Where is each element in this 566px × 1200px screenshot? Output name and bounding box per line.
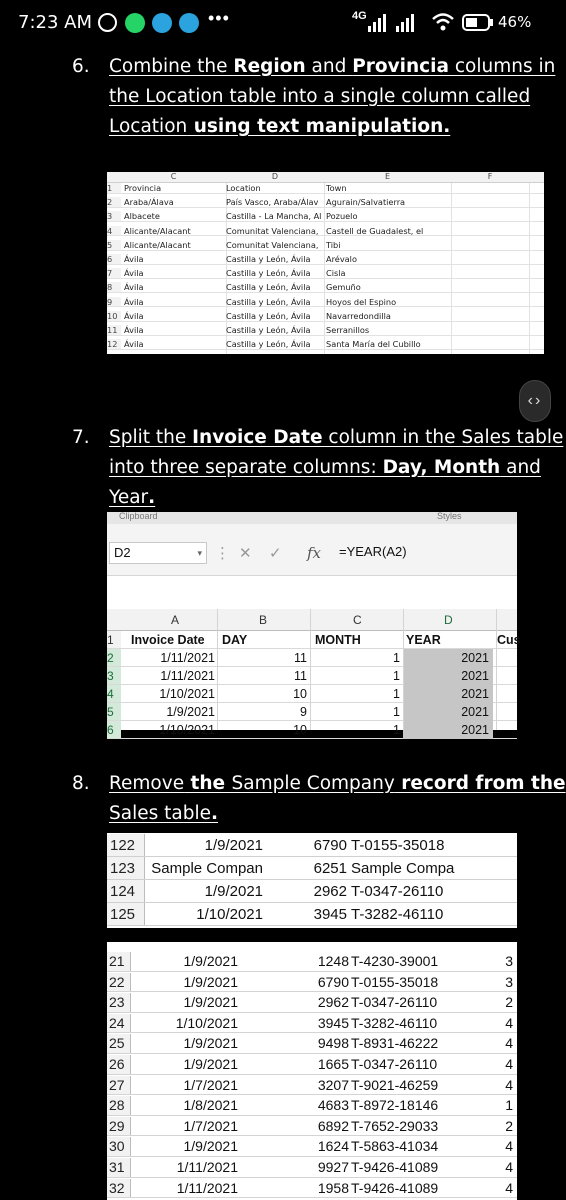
cell[interactable]: 4683	[317, 1097, 349, 1114]
header-cell[interactable]: DAY	[222, 633, 248, 647]
table-row	[107, 649, 517, 667]
bold-text: Provincia	[352, 56, 449, 77]
cell[interactable]: T-8931-46222	[351, 1035, 439, 1052]
row-number: 24	[107, 1014, 131, 1033]
row-number: 6	[107, 254, 121, 264]
table-row	[107, 226, 544, 237]
cell[interactable]: 2021	[403, 649, 493, 667]
cell[interactable]: Provincia	[124, 183, 162, 193]
table-row	[107, 685, 517, 703]
cell[interactable]: 6892	[317, 1117, 349, 1134]
cell[interactable]: Ávila	[124, 282, 144, 293]
formula-input[interactable]: =YEAR(A2)	[339, 544, 407, 559]
cell[interactable]: T-0347-26110	[351, 883, 444, 900]
step-line	[109, 799, 566, 829]
cell[interactable]: 1/9/2021	[183, 1056, 238, 1072]
text: Remove	[109, 773, 185, 794]
text: into three separate columns:	[109, 457, 383, 478]
step-line	[109, 112, 555, 142]
cell[interactable]: Town	[326, 183, 347, 193]
cell[interactable]: Comunitat Valenciana,	[226, 239, 319, 250]
cell[interactable]: 10	[293, 723, 307, 737]
step-text	[109, 423, 563, 513]
cell[interactable]: 1/9/2021	[204, 883, 263, 900]
text: Location	[109, 116, 188, 137]
cell[interactable]: 2021	[403, 667, 493, 685]
bold-text: using text manipulation.	[187, 116, 451, 137]
chevron-left-icon[interactable]: ‹	[527, 392, 535, 409]
battery-icon	[462, 14, 494, 31]
cell[interactable]: Sample Compan	[151, 860, 263, 877]
cell[interactable]: 4	[505, 1179, 513, 1196]
cell[interactable]: T-0347-26110	[351, 1056, 438, 1072]
table-row	[107, 1158, 517, 1178]
cell[interactable]: Cisla	[326, 268, 346, 279]
column-header[interactable]: A	[171, 613, 180, 627]
bold-text: .	[210, 803, 219, 824]
table-row	[107, 903, 517, 926]
cell[interactable]: 2021	[403, 703, 493, 721]
step-text	[109, 769, 566, 829]
column-header[interactable]: F	[487, 172, 493, 181]
text: Sample Company	[231, 773, 395, 794]
table-row	[107, 1117, 517, 1137]
cell[interactable]: Ávila	[124, 268, 144, 279]
step-8-heading	[72, 769, 566, 831]
table-row	[107, 325, 544, 336]
bold-text: Region	[233, 56, 306, 77]
row-number: 124	[107, 880, 145, 902]
cell[interactable]: 1958	[317, 1179, 349, 1196]
column-header[interactable]: C	[170, 172, 177, 181]
cell[interactable]: 2962	[317, 994, 349, 1011]
cell[interactable]: 9	[300, 705, 307, 719]
cell[interactable]: 4	[505, 1014, 513, 1031]
table-row	[107, 268, 544, 279]
cell[interactable]: Castilla y León, Ávila	[226, 325, 311, 335]
battery-percent: 46%	[498, 13, 532, 31]
cell[interactable]: 4	[505, 1035, 513, 1052]
cell[interactable]: 10	[293, 687, 307, 701]
row-number: 12	[107, 339, 121, 349]
table-row	[107, 1014, 517, 1034]
cell[interactable]: 1/10/2021	[159, 723, 215, 737]
cell[interactable]: T-9426-41089	[351, 1159, 439, 1175]
cell[interactable]: 1/10/2021	[196, 906, 263, 923]
step-line	[109, 483, 563, 513]
cell[interactable]: 1	[393, 651, 400, 665]
cell[interactable]: 2021	[403, 721, 493, 739]
wifi-icon	[432, 13, 454, 31]
table-row	[107, 1179, 517, 1199]
cell[interactable]: 1/10/2021	[175, 1014, 238, 1031]
cell[interactable]: 1	[393, 669, 400, 683]
cell[interactable]: 1/7/2021	[183, 1076, 238, 1093]
table-row	[107, 1055, 517, 1075]
step-text	[109, 52, 555, 142]
bold-text: record from the	[394, 773, 566, 794]
table-row	[107, 703, 517, 721]
cell[interactable]: Alicante/Alacant	[124, 239, 191, 250]
cell[interactable]: Hoyos del Espino	[326, 296, 397, 307]
cell[interactable]: Arévalo	[326, 254, 357, 264]
row-number: 4	[107, 226, 121, 236]
table-row	[107, 183, 544, 194]
cell[interactable]: 1/11/2021	[176, 1159, 238, 1175]
sales-spreadsheet[interactable]	[107, 942, 517, 1200]
cell[interactable]: Castilla y León, Ávila	[226, 282, 311, 293]
cell[interactable]: T-3282-46110	[351, 1014, 438, 1031]
cell[interactable]: Sample Compa	[351, 860, 455, 877]
row-number: 30	[107, 1137, 131, 1156]
cell[interactable]: País Vasco, Araba/Álav	[226, 197, 319, 208]
cell[interactable]: 1	[393, 687, 400, 701]
step-number: 8.	[72, 773, 90, 794]
cell[interactable]: Pozuelo	[326, 211, 358, 222]
ribbon-clipboard-label: Clipboard	[119, 511, 158, 521]
row-number: 125	[107, 903, 145, 925]
table-row	[107, 834, 517, 857]
row-number: 11	[107, 325, 121, 335]
cell[interactable]: 1248	[317, 953, 349, 969]
chevron-right-icon[interactable]: ›	[535, 392, 543, 409]
text: column in the Sales table	[322, 427, 564, 448]
cell[interactable]: 4	[505, 1159, 513, 1175]
step-line	[109, 423, 563, 453]
cell[interactable]: T-0155-35018	[351, 837, 445, 854]
table-row	[107, 339, 544, 350]
cell[interactable]: T-0347-26110	[351, 994, 438, 1011]
row-number: 29	[107, 1117, 131, 1136]
table-row	[107, 721, 517, 739]
row-number: 122	[107, 834, 145, 856]
page-scroll-handle[interactable]	[519, 380, 551, 422]
cell[interactable]: Location	[226, 183, 261, 193]
column-headers	[107, 172, 544, 183]
alarm-icon	[98, 13, 117, 32]
cell[interactable]: Albacete	[124, 211, 160, 222]
cell[interactable]: 1	[505, 1097, 513, 1114]
cell[interactable]: Ávila	[124, 339, 144, 350]
cell[interactable]: Agurain/Salvatierra	[326, 197, 406, 208]
cell[interactable]: T-4230-39001	[351, 953, 439, 969]
row-number: 123	[107, 857, 145, 879]
step-number: 7.	[72, 427, 90, 448]
more-notifications-icon: •••	[208, 8, 230, 28]
table-row	[107, 254, 544, 265]
table-row	[107, 1137, 517, 1157]
cell[interactable]: 2962	[313, 883, 347, 900]
row-number: 9	[107, 297, 121, 307]
chevron-down-icon[interactable]: ▾	[197, 548, 202, 558]
row-number: 8	[107, 282, 121, 292]
table-row	[107, 197, 544, 208]
cell[interactable]: 6790	[317, 973, 349, 990]
network-type: 4G	[352, 10, 367, 22]
cell[interactable]: 1/9/2021	[183, 953, 238, 969]
header-cell[interactable]: YEAR	[406, 633, 441, 647]
header-cell[interactable]: Cus	[497, 633, 521, 647]
step-line	[109, 52, 555, 82]
table-row	[107, 857, 517, 880]
row-number: 2	[107, 649, 121, 666]
cell[interactable]: Castilla y León, Ávila	[226, 339, 311, 350]
row-number: 1	[107, 183, 121, 193]
cell[interactable]: 2	[505, 994, 513, 1011]
cell[interactable]: 1/9/2021	[204, 837, 263, 854]
enter-icon[interactable]: ✓	[269, 545, 282, 562]
table-row	[107, 993, 517, 1013]
cell[interactable]: Castilla y León, Ávila	[226, 296, 311, 307]
row-number: 1	[107, 631, 121, 648]
cell[interactable]: 9927	[317, 1159, 349, 1175]
cell[interactable]: 1	[393, 723, 400, 737]
row-number: 10	[107, 311, 121, 321]
cell[interactable]: Castell de Guadalest, el	[326, 225, 424, 236]
column-header[interactable]: C	[353, 613, 362, 627]
cell[interactable]: 3	[505, 953, 513, 969]
cell[interactable]: 2021	[403, 685, 493, 703]
text: and	[500, 457, 541, 478]
cell[interactable]: Ávila	[124, 296, 144, 307]
name-box[interactable]	[109, 542, 207, 564]
cell[interactable]: Araba/Álava	[124, 197, 174, 208]
text: Combine the	[109, 56, 234, 77]
row-number: 32	[107, 1179, 131, 1198]
table-row	[107, 880, 517, 903]
cell[interactable]: Castilla y León, Ávila	[226, 254, 311, 264]
text: and	[305, 56, 353, 77]
table-row	[107, 973, 517, 993]
cell[interactable]: 1624	[317, 1138, 349, 1155]
cell[interactable]: 6251	[313, 860, 347, 877]
dates-spreadsheet[interactable]	[107, 511, 521, 737]
cell[interactable]: 3207	[317, 1076, 349, 1093]
cell[interactable]: Castilla - La Mancha, Al	[226, 211, 322, 222]
cell[interactable]: T-0155-35018	[351, 973, 439, 990]
row-number: 5	[107, 240, 121, 250]
cell[interactable]: Tibi	[326, 239, 341, 250]
cell[interactable]: 1/10/2021	[159, 687, 215, 701]
status-bar	[0, 0, 554, 48]
cell[interactable]: Santa María del Cubillo	[326, 339, 421, 350]
cell[interactable]: T-3282-46110	[351, 906, 444, 923]
table-row	[107, 282, 544, 293]
step-line	[109, 769, 566, 799]
bold-text: Invoice Date	[192, 427, 323, 448]
step-6-heading	[72, 52, 556, 144]
text: the Location table into a single column called	[109, 86, 531, 107]
row-number: 4	[107, 685, 121, 702]
cell[interactable]: T-7652-29033	[351, 1117, 439, 1134]
column-headers	[107, 609, 517, 631]
text: Year	[109, 487, 149, 508]
cell[interactable]: 4	[505, 1138, 513, 1155]
table-row	[107, 311, 544, 322]
cell[interactable]: T-8972-18146	[351, 1097, 439, 1114]
cell[interactable]: 3945	[313, 906, 347, 923]
table-row	[107, 1096, 517, 1116]
cell[interactable]: 11	[294, 651, 307, 665]
cell[interactable]: 1/8/2021	[183, 1097, 238, 1114]
text: columns in	[448, 56, 556, 77]
cell[interactable]: Serranillos	[326, 325, 370, 335]
insert-function-icon[interactable]: fx	[307, 544, 322, 562]
table-row	[107, 211, 544, 222]
cell[interactable]: Navarredondilla	[326, 310, 391, 321]
table-row	[107, 631, 521, 649]
cell[interactable]: Ávila	[124, 310, 144, 321]
ribbon-group-labels	[107, 512, 517, 524]
step-line	[109, 82, 555, 112]
cell[interactable]: 3945	[317, 1014, 349, 1031]
cell[interactable]: Ávila	[124, 325, 144, 335]
bold-text: .	[148, 487, 156, 508]
cell[interactable]: 6790	[313, 837, 347, 854]
cell[interactable]: 1/9/2021	[183, 1035, 238, 1052]
table-row	[107, 240, 544, 251]
table-row	[107, 667, 517, 685]
cell[interactable]: 3	[505, 973, 513, 990]
row-number: 31	[107, 1158, 131, 1177]
cancel-icon[interactable]: ✕	[239, 545, 252, 562]
cell[interactable]: Comunitat Valenciana,	[226, 225, 319, 236]
cell[interactable]: 1/11/2021	[160, 669, 215, 683]
table-row	[107, 297, 544, 308]
cell[interactable]: 1/9/2021	[166, 705, 215, 719]
signal-icon	[368, 14, 428, 32]
telegram-icon	[179, 13, 199, 33]
column-header[interactable]: B	[259, 613, 268, 627]
header-cell[interactable]: Invoice Date	[131, 633, 205, 647]
row-number: 6	[107, 721, 121, 738]
name-box-value: D2	[114, 545, 131, 560]
cell[interactable]: 1/9/2021	[183, 973, 238, 990]
messages-icon	[152, 13, 172, 33]
clock: 7:23 AM	[18, 12, 92, 33]
column-header[interactable]: E	[384, 172, 391, 181]
ribbon-styles-label: Styles	[437, 511, 462, 521]
formula-bar	[107, 524, 517, 576]
cell[interactable]: 1665	[317, 1056, 349, 1072]
cell[interactable]: 1/11/2021	[160, 651, 215, 665]
row-number: 7	[107, 268, 121, 278]
step-7-heading	[72, 423, 564, 515]
cell[interactable]: 9498	[317, 1035, 349, 1052]
cell[interactable]: 4	[505, 1076, 513, 1093]
row-number: 21	[107, 952, 131, 971]
text: Split the	[109, 427, 193, 448]
bold-text: the	[184, 773, 232, 794]
row-number: 23	[107, 993, 131, 1012]
table-row	[107, 952, 517, 972]
step-number: 6.	[72, 56, 90, 77]
row-number: 28	[107, 1096, 131, 1115]
cell[interactable]: Alicante/Alacant	[124, 225, 191, 236]
cell[interactable]: 1/9/2021	[183, 994, 238, 1011]
cell[interactable]: 1	[393, 705, 400, 719]
row-number: 25	[107, 1034, 131, 1053]
cell[interactable]: Castilla y León, Ávila	[226, 268, 311, 279]
cell[interactable]: Ávila	[124, 254, 144, 264]
header-cell[interactable]: MONTH	[315, 633, 361, 647]
text: Sales table	[109, 803, 211, 824]
cell[interactable]: 1/9/2021	[183, 1138, 238, 1155]
row-number: 26	[107, 1055, 131, 1074]
more-icon: ⋮	[215, 545, 230, 562]
bold-text: Day, Month	[382, 457, 501, 478]
cell[interactable]: Castilla y León, Ávila	[226, 310, 311, 321]
row-number: 3	[107, 211, 121, 221]
whatsapp-icon	[125, 13, 145, 33]
row-number: 2	[107, 197, 121, 207]
table-row	[107, 1034, 517, 1054]
cell[interactable]: 1/7/2021	[183, 1117, 238, 1134]
cell[interactable]: T-5863-41034	[351, 1138, 439, 1155]
row-number: 27	[107, 1076, 131, 1095]
cell[interactable]: 2	[505, 1117, 513, 1134]
location-spreadsheet[interactable]	[107, 172, 544, 354]
row-number: 22	[107, 973, 131, 992]
sample-company-spreadsheet[interactable]	[107, 833, 517, 928]
cell[interactable]: 11	[294, 669, 307, 683]
column-header[interactable]: D	[444, 613, 453, 627]
row-number: 5	[107, 703, 121, 720]
column-header[interactable]: D	[271, 172, 279, 181]
cell[interactable]: 1/11/2021	[176, 1179, 238, 1196]
step-line	[109, 453, 563, 483]
cell[interactable]: T-9426-41089	[351, 1179, 439, 1196]
cell[interactable]: 4	[505, 1056, 513, 1072]
row-number: 3	[107, 667, 121, 684]
cell[interactable]: T-9021-46259	[351, 1076, 439, 1093]
cell[interactable]: Gemuño	[326, 282, 361, 293]
table-row	[107, 1076, 517, 1096]
